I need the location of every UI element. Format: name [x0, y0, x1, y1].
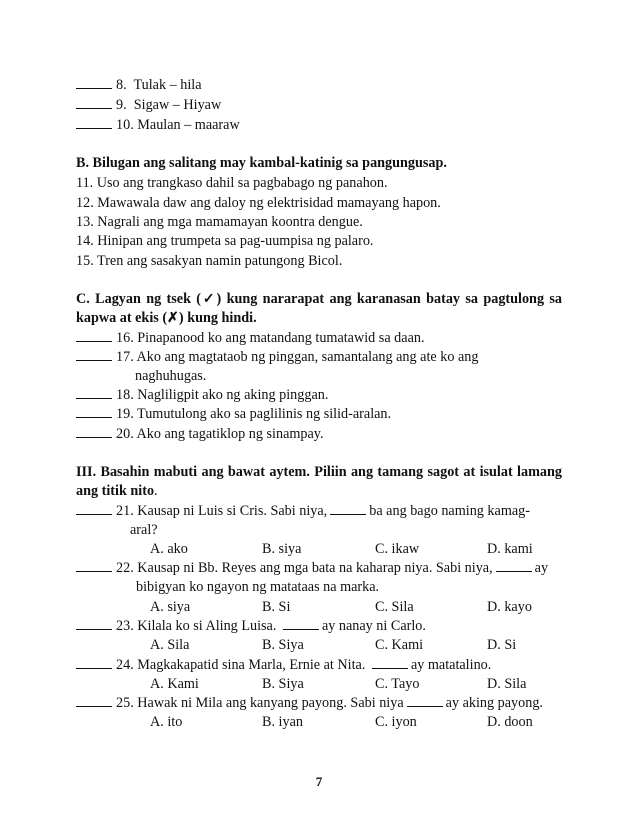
section-c-heading: C. Lagyan ng tsek (✓) kung nararapat ang karanasan batay sa pagtulong sa [76, 291, 562, 307]
choice-b[interactable]: B. Siya [262, 676, 304, 692]
choice-b[interactable]: B. Siya [262, 637, 304, 653]
answer-blank[interactable] [76, 76, 112, 89]
item-23: 23. Kilala ko si Aling Luisa. ay nanay ni Carlo. [76, 617, 426, 635]
item-12: 12. Mawawala daw ang daloy ng elektrisidad mamayang hapon. [76, 195, 441, 211]
item-9: 9. Sigaw – Hiyaw [76, 96, 221, 114]
choice-c[interactable]: C. ikaw [375, 541, 420, 557]
choice-b[interactable]: B. iyan [262, 714, 303, 730]
answer-blank[interactable] [76, 617, 112, 630]
item-16: 16. Pinapanood ko ang matandang tumatawid sa daan. [76, 329, 425, 347]
answer-blank[interactable] [76, 656, 112, 669]
choice-c[interactable]: C. Sila [375, 599, 414, 615]
choice-d[interactable]: D. Si [487, 637, 517, 653]
fill-blank[interactable] [330, 502, 366, 515]
section-c-heading-line2: kapwa at ekis (✗) kung hindi. [76, 310, 257, 326]
fill-blank[interactable] [283, 617, 319, 630]
answer-blank[interactable] [76, 329, 112, 342]
choice-d[interactable]: D. Sila [487, 676, 527, 692]
item-15: 15. Tren ang sasakyan namin patungong Bicol. [76, 253, 343, 269]
item-11: 11. Uso ang trangkaso dahil sa pagbabago ng panahon. [76, 175, 388, 191]
choice-a[interactable]: A. Kami [150, 676, 199, 692]
item-21-continued: aral? [130, 522, 158, 538]
item-10: 10. Maulan – maaraw [76, 116, 240, 134]
choice-d[interactable]: D. kayo [487, 599, 532, 615]
section-b-heading: B. Bilugan ang salitang may kambal-katinig sa pangungusap. [76, 155, 447, 171]
item-22-continued: bibigyan ko ngayon ng matataas na marka. [136, 579, 380, 595]
item-17-continued: naghuhugas. [135, 368, 207, 384]
item-25: 25. Hawak ni Mila ang kanyang payong. Sabi niya ay aking payong. [76, 694, 543, 712]
item-18: 18. Nagliligpit ako ng aking pinggan. [76, 386, 328, 404]
section-iii-heading: III. Basahin mabuti ang bawat aytem. Piliin ang tamang sagot at isulat lamang [76, 464, 562, 480]
fill-blank[interactable] [372, 656, 408, 669]
choice-a[interactable]: A. siya [150, 599, 191, 615]
fill-blank[interactable] [407, 694, 443, 707]
answer-blank[interactable] [76, 386, 112, 399]
choice-d[interactable]: D. kami [487, 541, 533, 557]
choice-b[interactable]: B. Si [262, 599, 291, 615]
answer-blank[interactable] [76, 96, 112, 109]
choice-c[interactable]: C. Kami [375, 637, 424, 653]
item-24: 24. Magkakapatid sina Marla, Ernie at Nita. ay matatalino. [76, 656, 491, 674]
fill-blank[interactable] [496, 559, 532, 572]
answer-blank[interactable] [76, 348, 112, 361]
item-14: 14. Hinipan ang trumpeta sa pag-uumpisa ng palaro. [76, 233, 374, 249]
choice-c[interactable]: C. iyon [375, 714, 417, 730]
choice-a[interactable]: A. ako [150, 541, 188, 557]
item-8: 8. Tulak – hila [76, 76, 202, 94]
item-21: 21. Kausap ni Luis si Cris. Sabi niya, ba ang bago naming kamag- [76, 502, 530, 520]
choice-c[interactable]: C. Tayo [375, 676, 420, 692]
answer-blank[interactable] [76, 559, 112, 572]
section-iii-heading-line2: ang titik nito. [76, 483, 158, 499]
choice-a[interactable]: A. Sila [150, 637, 190, 653]
choice-d[interactable]: D. doon [487, 714, 533, 730]
page-number: 7 [315, 774, 323, 789]
item-19: 19. Tumutulong ako sa paglilinis ng silid-aralan. [76, 405, 391, 423]
answer-blank[interactable] [76, 405, 112, 418]
item-20: 20. Ako ang tagatiklop ng sinampay. [76, 425, 324, 443]
choice-a[interactable]: A. ito [150, 714, 183, 730]
answer-blank[interactable] [76, 694, 112, 707]
item-22: 22. Kausap ni Bb. Reyes ang mga bata na kaharap niya. Sabi niya, ay [76, 559, 548, 577]
item-13: 13. Nagrali ang mga mamamayan koontra dengue. [76, 214, 363, 230]
choice-b[interactable]: B. siya [262, 541, 302, 557]
item-17: 17. Ako ang magtataob ng pinggan, samantalang ang ate ko ang [76, 348, 478, 366]
answer-blank[interactable] [76, 116, 112, 129]
answer-blank[interactable] [76, 502, 112, 515]
answer-blank[interactable] [76, 425, 112, 438]
